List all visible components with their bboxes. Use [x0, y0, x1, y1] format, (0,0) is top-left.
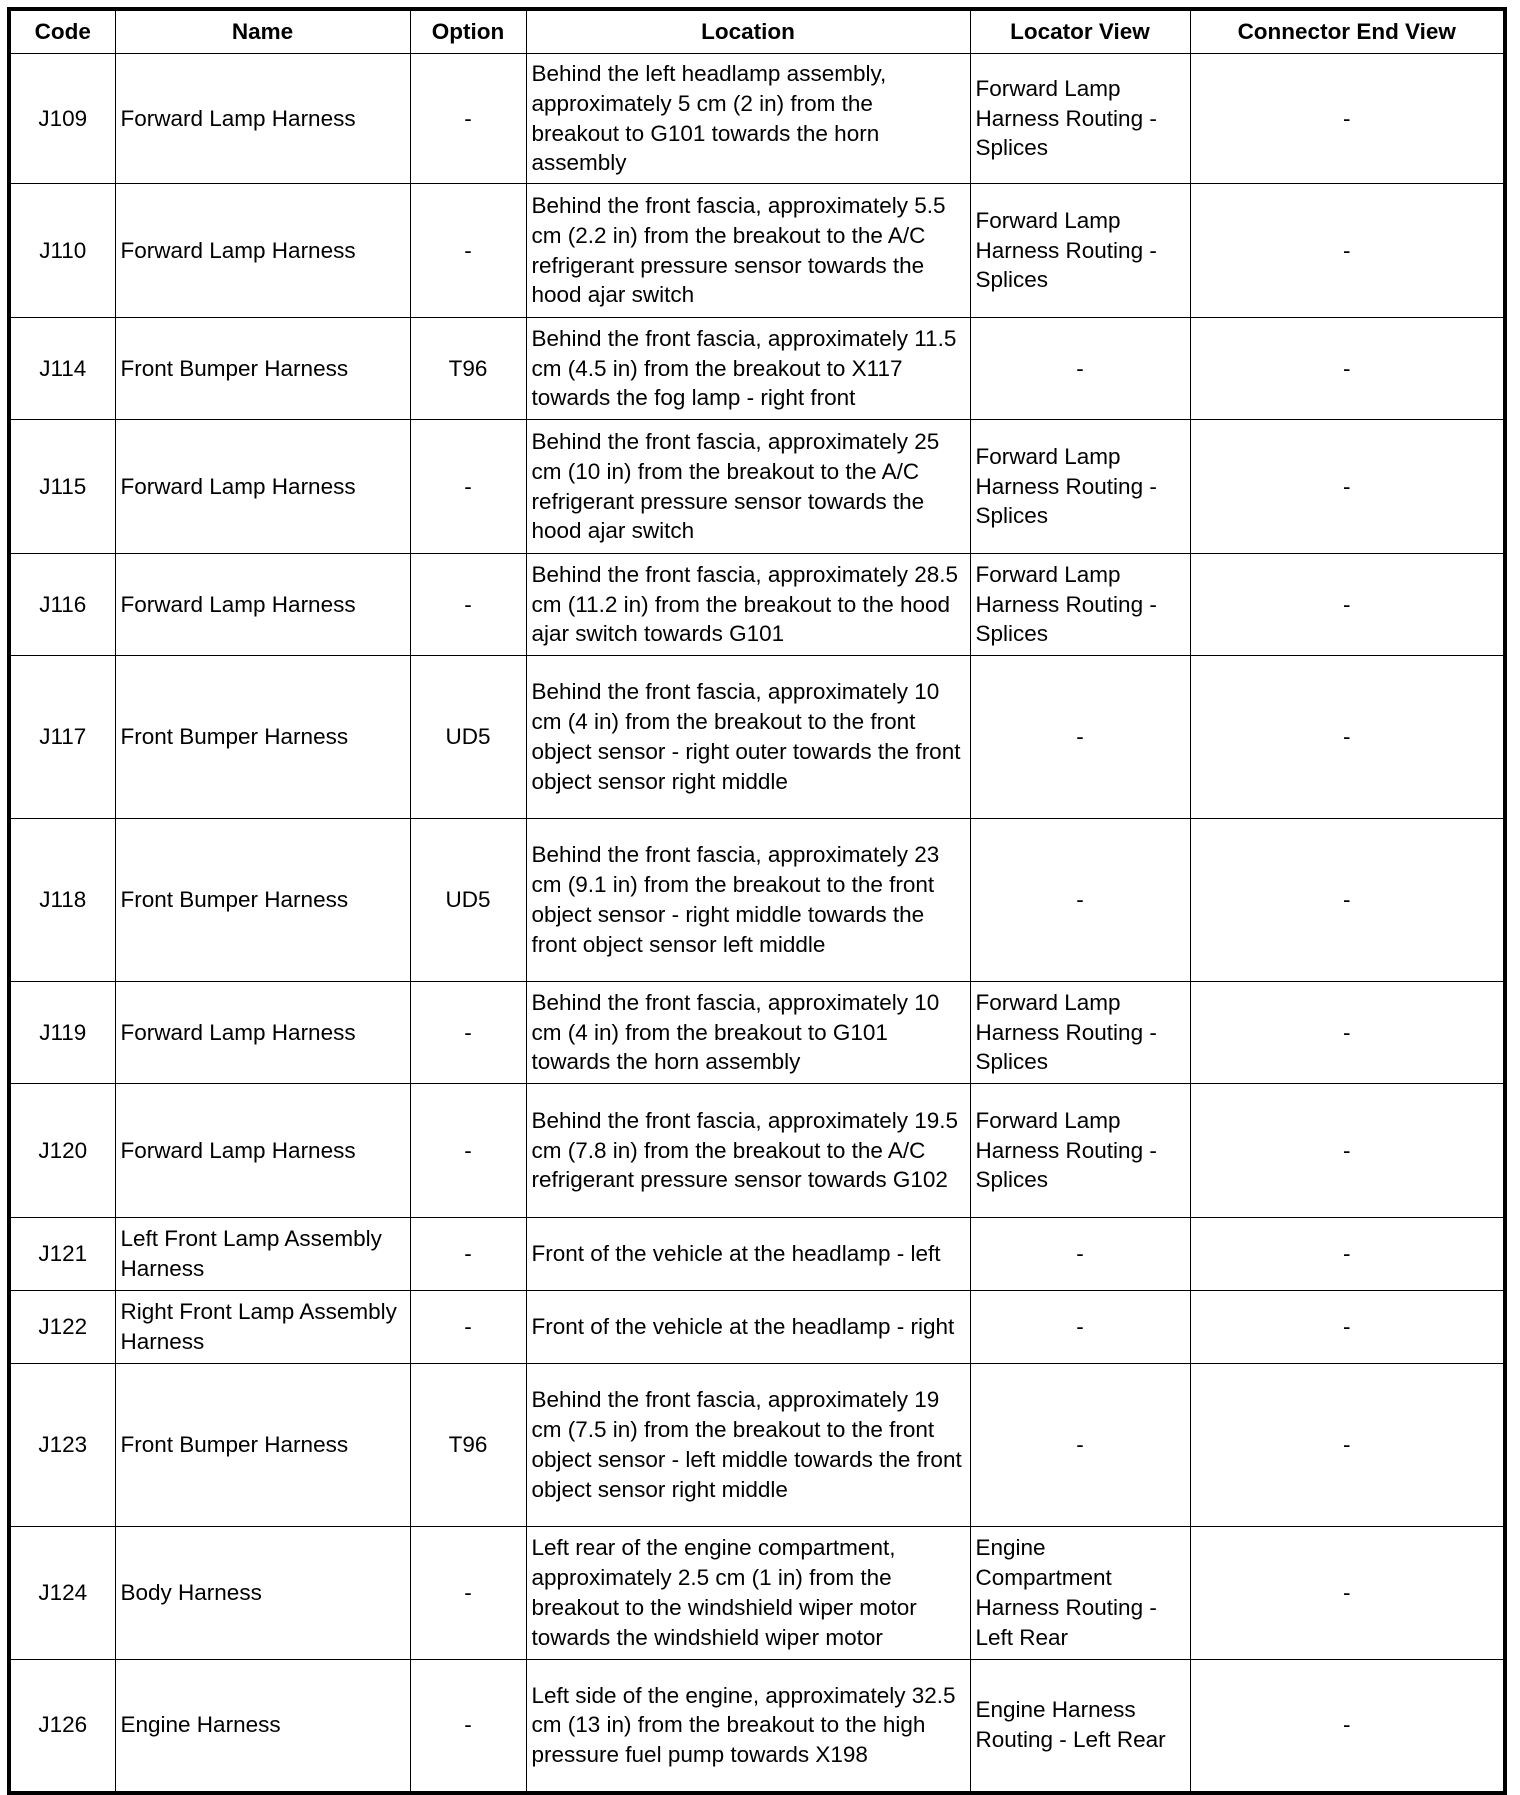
connector-end-view-cell: -: [1190, 420, 1505, 554]
location-cell: Behind the front fascia, approximately 19 cm (7.5 in) from the breakout to the front object sensor - left middle towards the front object sensor right middle: [526, 1364, 970, 1527]
table-row: [9, 819, 1505, 982]
code-cell: J117: [9, 656, 115, 819]
option-cell: -: [410, 1291, 526, 1364]
column-header: Locator View: [970, 9, 1190, 54]
locator-view-cell: -: [970, 1364, 1190, 1527]
table-row: [9, 1291, 1505, 1364]
locator-view-cell: Forward Lamp Harness Routing - Splices: [970, 54, 1190, 184]
connector-end-view-cell: -: [1190, 554, 1505, 656]
locator-view-cell: Forward Lamp Harness Routing - Splices: [970, 420, 1190, 554]
location-cell: Behind the front fascia, approximately 23 cm (9.1 in) from the breakout to the front object sensor - right middle towards the front object sensor left middle: [526, 819, 970, 982]
connector-end-view-cell: -: [1190, 982, 1505, 1084]
name-cell: Front Bumper Harness: [115, 318, 410, 420]
code-cell: J120: [9, 1084, 115, 1218]
code-cell: J121: [9, 1218, 115, 1291]
location-cell: Behind the front fascia, approximately 10 cm (4 in) from the breakout to the front object sensor - right outer towards the front object sensor right middle: [526, 656, 970, 819]
splice-table: [7, 7, 1507, 1795]
table-row: [9, 184, 1505, 318]
option-cell: UD5: [410, 819, 526, 982]
option-cell: -: [410, 554, 526, 656]
option-cell: -: [410, 1218, 526, 1291]
option-cell: T96: [410, 318, 526, 420]
code-cell: J123: [9, 1364, 115, 1527]
code-cell: J109: [9, 54, 115, 184]
table-row: [9, 1218, 1505, 1291]
name-cell: Forward Lamp Harness: [115, 1084, 410, 1218]
connector-end-view-cell: -: [1190, 1084, 1505, 1218]
code-cell: J122: [9, 1291, 115, 1364]
table-row: [9, 554, 1505, 656]
option-cell: -: [410, 982, 526, 1084]
table-row: [9, 54, 1505, 184]
connector-end-view-cell: -: [1190, 656, 1505, 819]
header-row: [9, 9, 1505, 54]
column-header: Connector End View: [1190, 9, 1505, 54]
connector-end-view-cell: -: [1190, 1364, 1505, 1527]
connector-end-view-cell: -: [1190, 184, 1505, 318]
code-cell: J126: [9, 1660, 115, 1793]
option-cell: -: [410, 1660, 526, 1793]
option-cell: -: [410, 54, 526, 184]
code-cell: J114: [9, 318, 115, 420]
connector-end-view-cell: -: [1190, 1660, 1505, 1793]
location-cell: Front of the vehicle at the headlamp - right: [526, 1291, 970, 1364]
location-cell: Left rear of the engine compartment, approximately 2.5 cm (1 in) from the breakout to the windshield wiper motor towards the windshield wiper motor: [526, 1527, 970, 1660]
locator-view-cell: -: [970, 1218, 1190, 1291]
location-cell: Front of the vehicle at the headlamp - left: [526, 1218, 970, 1291]
table-row: [9, 420, 1505, 554]
location-cell: Behind the left headlamp assembly, approximately 5 cm (2 in) from the breakout to G101 towards the horn assembly: [526, 54, 970, 184]
connector-end-view-cell: -: [1190, 1218, 1505, 1291]
location-cell: Behind the front fascia, approximately 10 cm (4 in) from the breakout to G101 towards the horn assembly: [526, 982, 970, 1084]
table-row: [9, 656, 1505, 819]
location-cell: Behind the front fascia, approximately 5.5 cm (2.2 in) from the breakout to the A/C refrigerant pressure sensor towards the hood ajar switch: [526, 184, 970, 318]
locator-view-cell: Forward Lamp Harness Routing - Splices: [970, 184, 1190, 318]
table-row: [9, 1364, 1505, 1527]
option-cell: -: [410, 1084, 526, 1218]
code-cell: J110: [9, 184, 115, 318]
locator-view-cell: Forward Lamp Harness Routing - Splices: [970, 982, 1190, 1084]
locator-view-cell: -: [970, 318, 1190, 420]
name-cell: Forward Lamp Harness: [115, 982, 410, 1084]
name-cell: Right Front Lamp Assembly Harness: [115, 1291, 410, 1364]
name-cell: Front Bumper Harness: [115, 656, 410, 819]
code-cell: J124: [9, 1527, 115, 1660]
code-cell: J118: [9, 819, 115, 982]
option-cell: -: [410, 420, 526, 554]
option-cell: UD5: [410, 656, 526, 819]
table-row: [9, 1084, 1505, 1218]
name-cell: Front Bumper Harness: [115, 819, 410, 982]
locator-view-cell: Forward Lamp Harness Routing - Splices: [970, 554, 1190, 656]
code-cell: J115: [9, 420, 115, 554]
table-row: [9, 982, 1505, 1084]
column-header: Option: [410, 9, 526, 54]
location-cell: Behind the front fascia, approximately 11.5 cm (4.5 in) from the breakout to X117 towards the fog lamp - right front: [526, 318, 970, 420]
location-cell: Behind the front fascia, approximately 28.5 cm (11.2 in) from the breakout to the hood ajar switch towards G101: [526, 554, 970, 656]
name-cell: Left Front Lamp Assembly Harness: [115, 1218, 410, 1291]
locator-view-cell: Forward Lamp Harness Routing - Splices: [970, 1084, 1190, 1218]
column-header: Code: [9, 9, 115, 54]
column-header: Location: [526, 9, 970, 54]
name-cell: Forward Lamp Harness: [115, 420, 410, 554]
name-cell: Body Harness: [115, 1527, 410, 1660]
table-row: [9, 1527, 1505, 1660]
connector-end-view-cell: -: [1190, 54, 1505, 184]
option-cell: T96: [410, 1364, 526, 1527]
code-cell: J116: [9, 554, 115, 656]
location-cell: Behind the front fascia, approximately 19.5 cm (7.8 in) from the breakout to the A/C refrigerant pressure sensor towards G102: [526, 1084, 970, 1218]
column-header: Name: [115, 9, 410, 54]
locator-view-cell: Engine Harness Routing - Left Rear: [970, 1660, 1190, 1793]
locator-view-cell: -: [970, 819, 1190, 982]
code-cell: J119: [9, 982, 115, 1084]
name-cell: Forward Lamp Harness: [115, 54, 410, 184]
location-cell: Behind the front fascia, approximately 25 cm (10 in) from the breakout to the A/C refrigerant pressure sensor towards the hood ajar switch: [526, 420, 970, 554]
location-cell: Left side of the engine, approximately 32.5 cm (13 in) from the breakout to the high pressure fuel pump towards X198: [526, 1660, 970, 1793]
name-cell: Front Bumper Harness: [115, 1364, 410, 1527]
connector-end-view-cell: -: [1190, 1291, 1505, 1364]
connector-end-view-cell: -: [1190, 318, 1505, 420]
connector-end-view-cell: -: [1190, 819, 1505, 982]
table-row: [9, 318, 1505, 420]
name-cell: Engine Harness: [115, 1660, 410, 1793]
locator-view-cell: -: [970, 656, 1190, 819]
locator-view-cell: Engine Compartment Harness Routing - Left Rear: [970, 1527, 1190, 1660]
name-cell: Forward Lamp Harness: [115, 554, 410, 656]
option-cell: -: [410, 184, 526, 318]
name-cell: Forward Lamp Harness: [115, 184, 410, 318]
option-cell: -: [410, 1527, 526, 1660]
locator-view-cell: -: [970, 1291, 1190, 1364]
table-row: [9, 1660, 1505, 1793]
connector-end-view-cell: -: [1190, 1527, 1505, 1660]
